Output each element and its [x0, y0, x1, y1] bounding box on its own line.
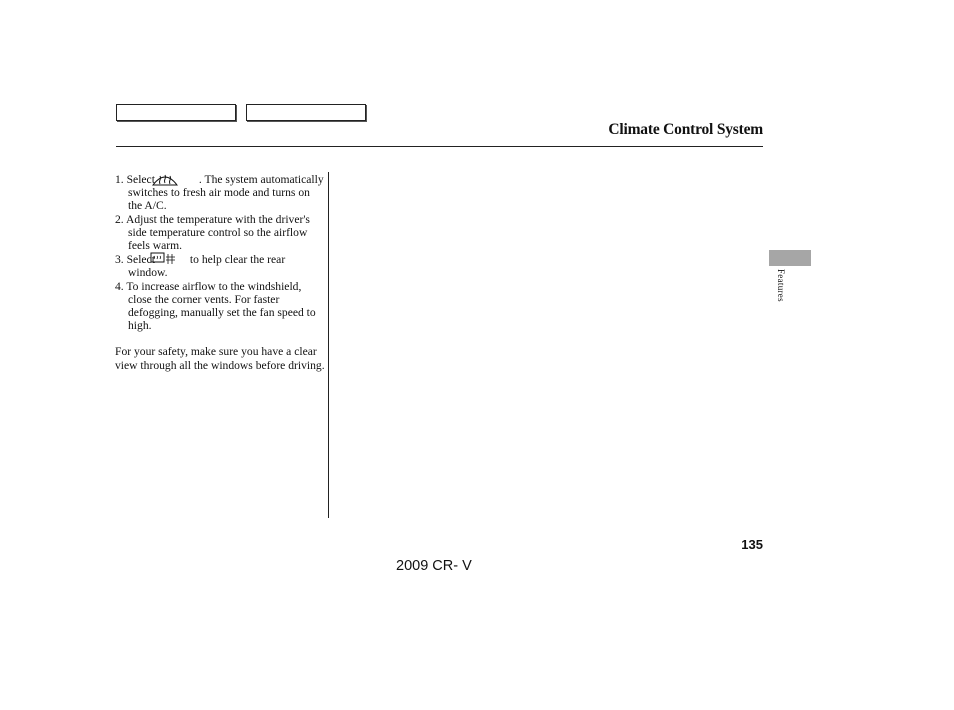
footer-model: 2009 CR- V: [396, 558, 472, 574]
header-rule: [116, 146, 763, 147]
column-divider: [328, 172, 329, 518]
step-3: [115, 252, 325, 279]
side-tab-label: Features: [776, 269, 786, 302]
nav-box-right[interactable]: [246, 104, 366, 121]
step-1: [115, 172, 325, 213]
nav-box-left[interactable]: [116, 104, 236, 121]
step-1-prefix: 1. Select: [115, 173, 155, 186]
page-number: 135: [741, 537, 763, 552]
front-defrost-icon: [163, 172, 193, 186]
step-4: 4. To increase airflow to the windshield, close the corner vents. For faster defogging, manually set the fan speed to high.: [115, 279, 316, 333]
step-3-text: to help clear the rear window.: [128, 253, 286, 280]
step-2: 2. Adjust the temperature with the driver's side temperature control so the airflow feels warm.: [115, 212, 310, 253]
step-3-prefix: 3. Select: [115, 253, 155, 267]
instruction-column: [115, 172, 325, 372]
safety-note: For your safety, make sure you have a clear view through all the windows before driving.: [115, 345, 325, 372]
rear-defrost-icon: [163, 252, 189, 266]
step-1-text: . The system automatically switches to fresh air mode and turns on the A/C.: [128, 173, 324, 213]
side-tab-marker: [769, 250, 811, 266]
section-title: Climate Control System: [608, 121, 763, 138]
